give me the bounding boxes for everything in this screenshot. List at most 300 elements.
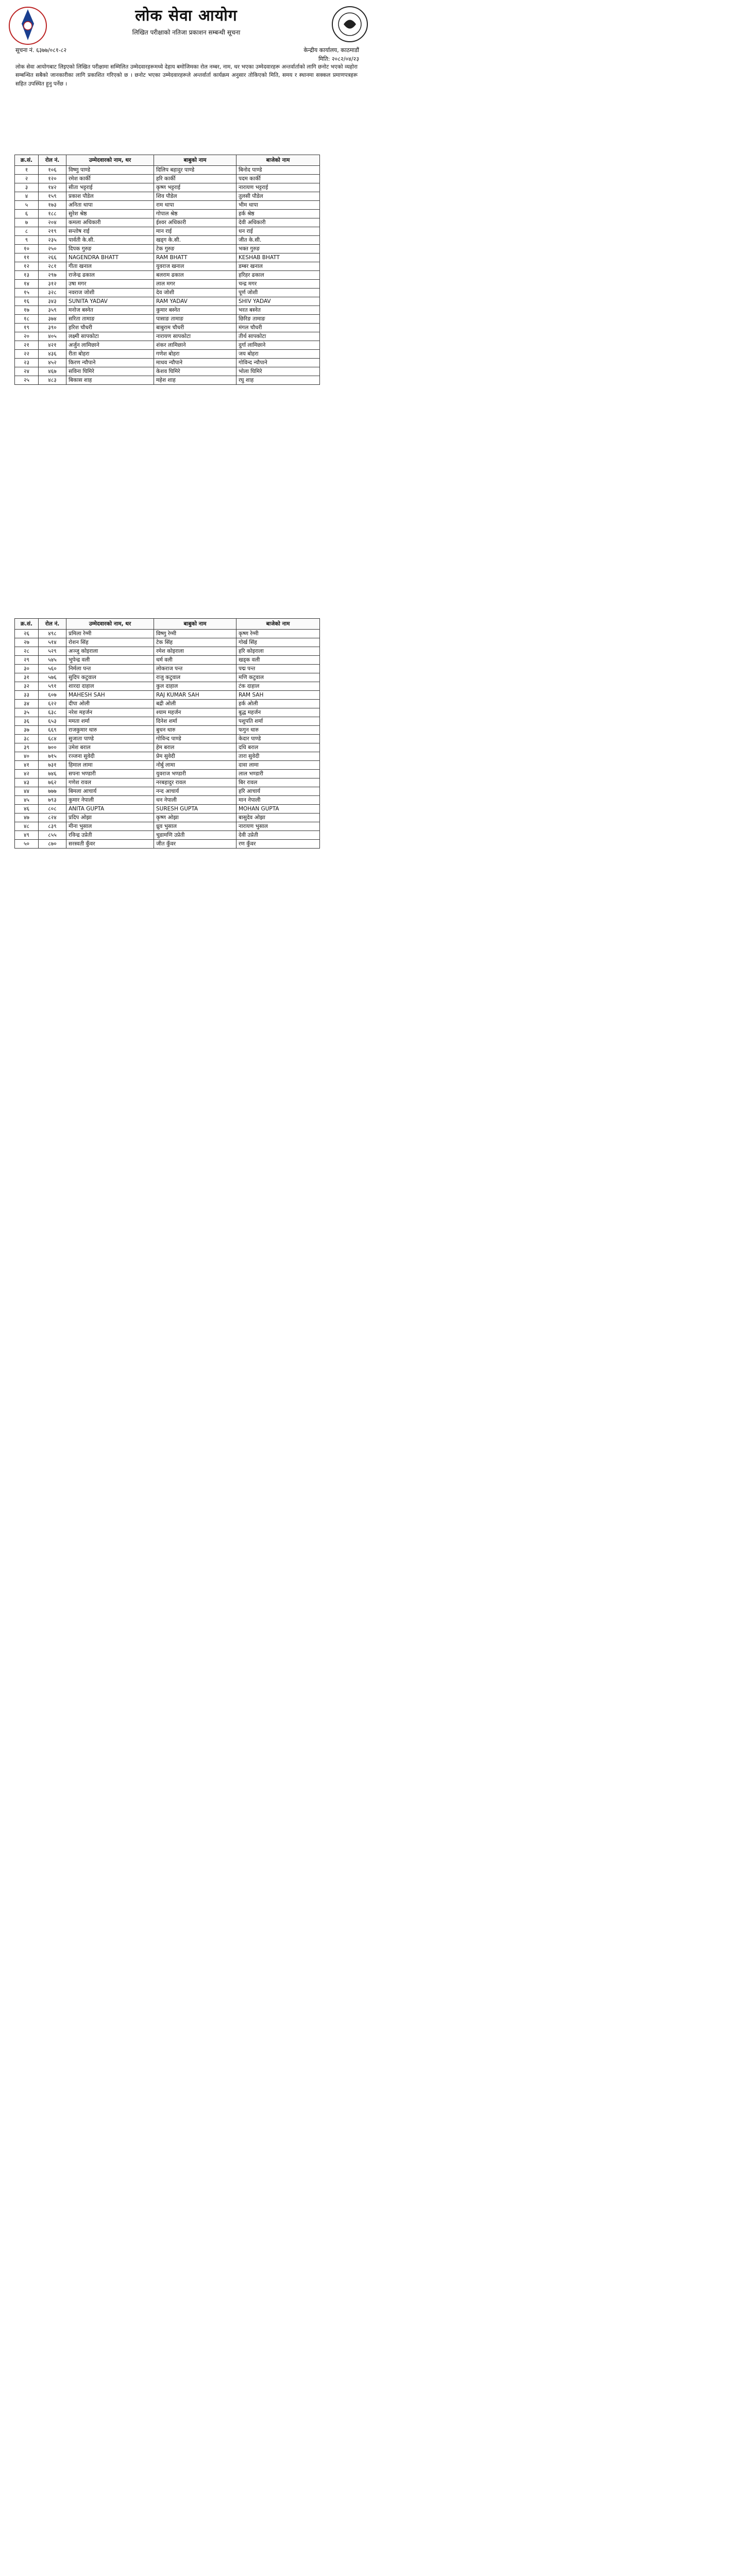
- name-cell: अनिता थापा: [66, 201, 154, 210]
- father-name-cell: कृष्ण भट्टराई: [154, 183, 236, 192]
- name-cell: NAGENDRA BHATT: [66, 253, 154, 262]
- roll-cell: ६८४: [39, 735, 66, 743]
- father-name-cell: RAJ KUMAR SAH: [154, 691, 236, 700]
- name-cell: प्रमिला रेग्मी: [66, 630, 154, 638]
- name-cell: प्रकाश पौडेल: [66, 192, 154, 201]
- grandfather-name-cell: टंक दाहाल: [236, 682, 320, 691]
- roll-cell: ५२९: [39, 647, 66, 656]
- grandfather-name-cell: हरि कोइराला: [236, 647, 320, 656]
- grandfather-name-cell: नारायण भट्टराई: [236, 183, 320, 192]
- table-row: [15, 289, 320, 297]
- father-name-cell: श्याम महर्जन: [154, 708, 236, 717]
- roll-cell: २५०: [39, 245, 66, 253]
- serial-cell: १५: [15, 289, 39, 297]
- serial-header: क्र.सं.: [15, 155, 39, 166]
- roll-cell: ८३९: [39, 822, 66, 831]
- father-name-cell: लाल मगर: [154, 280, 236, 289]
- grandfather-name-cell: बासुदेव ओझा: [236, 814, 320, 822]
- father-name-header: बाबुको नाम: [154, 155, 236, 166]
- serial-cell: २०: [15, 332, 39, 341]
- serial-cell: ३७: [15, 726, 39, 735]
- table-row: [15, 253, 320, 262]
- table-row: [15, 192, 320, 201]
- father-name-cell: लोकराज पन्त: [154, 665, 236, 673]
- table-row: [15, 805, 320, 814]
- table-row: [15, 306, 320, 315]
- name-cell: अर्जुन लामिछाने: [66, 341, 154, 350]
- name-cell: प्रदिप ओझा: [66, 814, 154, 822]
- serial-cell: ८: [15, 227, 39, 236]
- roll-cell: २१९: [39, 227, 66, 236]
- name-cell: रीता बोहरा: [66, 350, 154, 359]
- name-cell: गणेश रावल: [66, 778, 154, 787]
- name-cell: अञ्जु कोइराला: [66, 647, 154, 656]
- name-cell: लक्ष्मी सापकोटा: [66, 332, 154, 341]
- roll-cell: १०६: [39, 166, 66, 175]
- table-row: [15, 700, 320, 708]
- grandfather-name-cell: गोविन्द न्यौपाने: [236, 359, 320, 367]
- serial-cell: ४: [15, 192, 39, 201]
- roll-cell: १७३: [39, 201, 66, 210]
- serial-cell: २४: [15, 367, 39, 376]
- father-name-cell: बाबुराम चौधरी: [154, 324, 236, 332]
- father-name-cell: बुधन थारु: [154, 726, 236, 735]
- office-location: केन्द्रीय कार्यालय, काठमाडौं: [303, 47, 359, 54]
- father-name-cell: महेश शाह: [154, 376, 236, 385]
- father-name-cell: गोपाल श्रेष्ठ: [154, 210, 236, 218]
- name-cell: सन्तोष राई: [66, 227, 154, 236]
- grandfather-name-cell: रघु शाह: [236, 376, 320, 385]
- roll-cell: ४३६: [39, 350, 66, 359]
- name-cell: हिमाल लामा: [66, 761, 154, 770]
- table-row: [15, 341, 320, 350]
- father-name-cell: कृष्ण ओझा: [154, 814, 236, 822]
- grandfather-name-cell: डम्बर खनाल: [236, 262, 320, 271]
- grandfather-name-header: बाजेको नाम: [236, 155, 320, 166]
- serial-cell: ४५: [15, 796, 39, 805]
- grandfather-name-cell: छिरिङ तामाङ: [236, 315, 320, 324]
- roll-cell: २३५: [39, 236, 66, 245]
- table-row: [15, 201, 320, 210]
- serial-cell: ४०: [15, 752, 39, 761]
- grandfather-name-cell: पशुपति शर्मा: [236, 717, 320, 726]
- roll-cell: ५६०: [39, 665, 66, 673]
- father-name-cell: जीत कुँवर: [154, 840, 236, 849]
- name-cell: रोशन सिंह: [66, 638, 154, 647]
- roll-cell: ४९८: [39, 630, 66, 638]
- roll-cell: १५९: [39, 192, 66, 201]
- table-row: [15, 656, 320, 665]
- father-name-cell: गणेश बोहरा: [154, 350, 236, 359]
- notice-number: सूचना नं. ६३७७/०८१-८२: [15, 47, 67, 54]
- roll-cell: ३७४: [39, 315, 66, 324]
- name-cell: बिमला आचार्य: [66, 787, 154, 796]
- name-cell: सुरेश श्रेष्ठ: [66, 210, 154, 218]
- roll-cell: ८७०: [39, 840, 66, 849]
- father-name-cell: प्रेम सुवेदी: [154, 752, 236, 761]
- grandfather-name-cell: MOHAN GUPTA: [236, 805, 320, 814]
- roll-cell: ३९०: [39, 324, 66, 332]
- name-cell: शारदा दाहाल: [66, 682, 154, 691]
- serial-cell: २५: [15, 376, 39, 385]
- table-row: [15, 761, 320, 770]
- result-table: [14, 155, 320, 385]
- father-name-cell: खड्ग के.सी.: [154, 236, 236, 245]
- father-name-cell: रमेश कोइराला: [154, 647, 236, 656]
- serial-cell: ३०: [15, 665, 39, 673]
- serial-cell: ३९: [15, 743, 39, 752]
- serial-cell: ११: [15, 253, 39, 262]
- roll-cell: ७७७: [39, 787, 66, 796]
- name-cell: सुदिप कटुवाल: [66, 673, 154, 682]
- roll-cell: ३२८: [39, 289, 66, 297]
- grandfather-name-cell: हर्क ओली: [236, 700, 320, 708]
- serial-cell: ३५: [15, 708, 39, 717]
- roll-cell: ७३१: [39, 761, 66, 770]
- roll-cell: ७६२: [39, 778, 66, 787]
- name-cell: सपना भण्डारी: [66, 770, 154, 778]
- grandfather-name-cell: देवी अधिकारी: [236, 218, 320, 227]
- roll-header: रोल नं.: [39, 619, 66, 630]
- roll-cell: ४८३: [39, 376, 66, 385]
- name-cell: भुपेन्द्र वली: [66, 656, 154, 665]
- father-name-cell: राजु कटुवाल: [154, 673, 236, 682]
- father-name-cell: नरबहादुर रावल: [154, 778, 236, 787]
- grandfather-name-cell: नारायण भुसाल: [236, 822, 320, 831]
- table-row: [15, 673, 320, 682]
- father-name-cell: धन नेपाली: [154, 796, 236, 805]
- roll-cell: ६६९: [39, 726, 66, 735]
- father-name-cell: केशव घिमिरे: [154, 367, 236, 376]
- table-row: [15, 822, 320, 831]
- serial-cell: २६: [15, 630, 39, 638]
- roll-header: रोल नं.: [39, 155, 66, 166]
- table-row: [15, 367, 320, 376]
- father-name-cell: नारायण सापकोटा: [154, 332, 236, 341]
- grandfather-name-cell: भीम थापा: [236, 201, 320, 210]
- grandfather-name-cell: भोला घिमिरे: [236, 367, 320, 376]
- name-cell: सरस्वती कुँवर: [66, 840, 154, 849]
- roll-cell: २०४: [39, 218, 66, 227]
- name-cell: सीता भट्टराई: [66, 183, 154, 192]
- roll-cell: १२०: [39, 175, 66, 183]
- roll-cell: ५७६: [39, 673, 66, 682]
- grandfather-name-cell: दुर्गा लामिछाने: [236, 341, 320, 350]
- father-name-cell: बलराम ढकाल: [154, 271, 236, 280]
- roll-cell: ३४३: [39, 297, 66, 306]
- grandfather-name-cell: SHIV YADAV: [236, 297, 320, 306]
- grandfather-name-cell: पदम कार्की: [236, 175, 320, 183]
- table-row: [15, 691, 320, 700]
- name-cell: किरण न्यौपाने: [66, 359, 154, 367]
- roll-cell: २६६: [39, 253, 66, 262]
- table-row: [15, 245, 320, 253]
- name-cell: मीना भुसाल: [66, 822, 154, 831]
- roll-cell: ६०७: [39, 691, 66, 700]
- grandfather-name-cell: पूर्ण जोशी: [236, 289, 320, 297]
- grandfather-name-cell: जय बोहरा: [236, 350, 320, 359]
- table-row: [15, 315, 320, 324]
- roll-cell: ७००: [39, 743, 66, 752]
- grandfather-name-cell: मणि कटुवाल: [236, 673, 320, 682]
- grandfather-name-cell: केदार पाण्डे: [236, 735, 320, 743]
- name-header: उम्मेदवारको नाम, थर: [66, 619, 154, 630]
- roll-cell: ६३८: [39, 708, 66, 717]
- roll-cell: ४२१: [39, 341, 66, 350]
- roll-cell: ७९३: [39, 796, 66, 805]
- grandfather-name-cell: बिनोद पाण्डे: [236, 166, 320, 175]
- name-cell: पार्वती के.सी.: [66, 236, 154, 245]
- father-name-cell: RAM YADAV: [154, 297, 236, 306]
- father-name-cell: टेक गुरुङ: [154, 245, 236, 253]
- table-row: [15, 682, 320, 691]
- roll-cell: ७४६: [39, 770, 66, 778]
- name-cell: रञ्जना सुवेदी: [66, 752, 154, 761]
- serial-cell: २८: [15, 647, 39, 656]
- roll-cell: ५१४: [39, 638, 66, 647]
- grandfather-name-cell: भक्त गुरुङ: [236, 245, 320, 253]
- table-row: [15, 271, 320, 280]
- grandfather-name-cell: मंगल चौधरी: [236, 324, 320, 332]
- table-row: [15, 262, 320, 271]
- father-name-cell: ध्रुव भुसाल: [154, 822, 236, 831]
- table-row: [15, 752, 320, 761]
- serial-cell: १७: [15, 306, 39, 315]
- name-cell: राजेन्द्र ढकाल: [66, 271, 154, 280]
- table-row: [15, 831, 320, 840]
- roll-cell: ६२२: [39, 700, 66, 708]
- grandfather-name-cell: देवी उप्रेती: [236, 831, 320, 840]
- grandfather-name-header: बाजेको नाम: [236, 619, 320, 630]
- serial-cell: ९: [15, 236, 39, 245]
- serial-cell: ३६: [15, 717, 39, 726]
- father-name-cell: चुडामणि उप्रेती: [154, 831, 236, 840]
- serial-cell: २: [15, 175, 39, 183]
- table-row: [15, 210, 320, 218]
- grandfather-name-cell: मान नेपाली: [236, 796, 320, 805]
- name-cell: हरिश चौधरी: [66, 324, 154, 332]
- roll-cell: ३१२: [39, 280, 66, 289]
- notice-header: [0, 0, 372, 155]
- name-cell: ममता शर्मा: [66, 717, 154, 726]
- grandfather-name-cell: फगुन थारु: [236, 726, 320, 735]
- father-name-cell: दिनेश शर्मा: [154, 717, 236, 726]
- table-row: [15, 778, 320, 787]
- father-name-cell: बद्री ओली: [154, 700, 236, 708]
- grandfather-name-cell: हर्क श्रेष्ठ: [236, 210, 320, 218]
- grandfather-name-cell: भरत बस्नेत: [236, 306, 320, 315]
- name-cell: नरेश महर्जन: [66, 708, 154, 717]
- father-name-cell: RAM BHATT: [154, 253, 236, 262]
- grandfather-name-cell: बिर रावल: [236, 778, 320, 787]
- father-name-cell: शंकर लामिछाने: [154, 341, 236, 350]
- serial-cell: १२: [15, 262, 39, 271]
- father-name-cell: हरि कार्की: [154, 175, 236, 183]
- name-cell: SUNITA YADAV: [66, 297, 154, 306]
- serial-cell: ४९: [15, 831, 39, 840]
- roll-cell: २८१: [39, 262, 66, 271]
- name-cell: गीता खनाल: [66, 262, 154, 271]
- serial-cell: २९: [15, 656, 39, 665]
- table-row: [15, 796, 320, 805]
- table-row: [15, 236, 320, 245]
- father-name-cell: नोर्बु लामा: [154, 761, 236, 770]
- name-cell: MAHESH SAH: [66, 691, 154, 700]
- serial-cell: ५०: [15, 840, 39, 849]
- name-cell: मनोज बस्नेत: [66, 306, 154, 315]
- table-row: [15, 218, 320, 227]
- table-row: [15, 297, 320, 306]
- father-name-cell: मान राई: [154, 227, 236, 236]
- serial-cell: १८: [15, 315, 39, 324]
- name-cell: दिपक गुरुङ: [66, 245, 154, 253]
- table-row: [15, 638, 320, 647]
- table-row: [15, 708, 320, 717]
- father-name-cell: SURESH GUPTA: [154, 805, 236, 814]
- grandfather-name-cell: KESHAB BHATT: [236, 253, 320, 262]
- serial-cell: १९: [15, 324, 39, 332]
- table-row: [15, 787, 320, 796]
- table-row: [15, 227, 320, 236]
- table-row: [15, 726, 320, 735]
- table-row: [15, 717, 320, 726]
- serial-cell: ३४: [15, 700, 39, 708]
- roll-cell: ८५५: [39, 831, 66, 840]
- notice-date: मिति: २०८२/०४/२३: [318, 56, 359, 62]
- table-row: [15, 814, 320, 822]
- table-row: [15, 324, 320, 332]
- grandfather-name-cell: बुद्ध महर्जन: [236, 708, 320, 717]
- name-cell: सविना घिमिरे: [66, 367, 154, 376]
- grandfather-name-cell: RAM SAH: [236, 691, 320, 700]
- table-header-row: [15, 155, 320, 166]
- name-cell: रमेश कार्की: [66, 175, 154, 183]
- roll-cell: १८८: [39, 210, 66, 218]
- grandfather-name-cell: हरिहर ढकाल: [236, 271, 320, 280]
- roll-cell: ५९१: [39, 682, 66, 691]
- notice-subtitle: लिखित परीक्षाको नतिजा प्रकाशन सम्बन्धी सूचना: [132, 29, 241, 36]
- serial-cell: ३३: [15, 691, 39, 700]
- father-name-cell: पासाङ तामाङ: [154, 315, 236, 324]
- table-row: [15, 647, 320, 656]
- roll-cell: ४६७: [39, 367, 66, 376]
- table-row: [15, 280, 320, 289]
- roll-cell: ३५९: [39, 306, 66, 315]
- table-row: [15, 665, 320, 673]
- roll-cell: ५४५: [39, 656, 66, 665]
- father-name-cell: कुमार बस्नेत: [154, 306, 236, 315]
- serial-cell: ४४: [15, 787, 39, 796]
- name-header: उम्मेदवारको नाम, थर: [66, 155, 154, 166]
- name-cell: विष्णु पाण्डे: [66, 166, 154, 175]
- name-cell: उमेश बराल: [66, 743, 154, 752]
- grandfather-name-cell: कृष्ण रेग्मी: [236, 630, 320, 638]
- serial-cell: ६: [15, 210, 39, 218]
- father-name-cell: युवराज भण्डारी: [154, 770, 236, 778]
- serial-cell: ७: [15, 218, 39, 227]
- grandfather-name-cell: जीत के.सी.: [236, 236, 320, 245]
- name-cell: कमला अधिकारी: [66, 218, 154, 227]
- table-row: [15, 840, 320, 849]
- table-header-row: [15, 619, 320, 630]
- serial-header: क्र.सं.: [15, 619, 39, 630]
- name-cell: रविन्द्र उप्रेती: [66, 831, 154, 840]
- serial-cell: १: [15, 166, 39, 175]
- name-cell: दीपा ओली: [66, 700, 154, 708]
- father-name-cell: दिलिप बहादुर पाण्डे: [154, 166, 236, 175]
- father-name-header: बाबुको नाम: [154, 619, 236, 630]
- name-cell: ANITA GUPTA: [66, 805, 154, 814]
- father-name-cell: गोविन्द पाण्डे: [154, 735, 236, 743]
- grandfather-name-cell: पद्म पन्त: [236, 665, 320, 673]
- roll-cell: ६५३: [39, 717, 66, 726]
- grandfather-name-cell: हरि आचार्य: [236, 787, 320, 796]
- father-name-cell: हेम बराल: [154, 743, 236, 752]
- table-row: [15, 376, 320, 385]
- table-row: [15, 350, 320, 359]
- serial-cell: ४१: [15, 761, 39, 770]
- father-name-cell: शिव पौडेल: [154, 192, 236, 201]
- table-row: [15, 735, 320, 743]
- serial-cell: १४: [15, 280, 39, 289]
- father-name-cell: माधव न्यौपाने: [154, 359, 236, 367]
- notice-body: लोक सेवा आयोगबाट लिइएको लिखित परीक्षामा सम्मिलित उम्मेदवारहरूमध्ये देहाय बमोजिमका रोल नम्बर, नाम, थर भएका उम्मेदवारहरू अन्तर्वार्ताको लागि छनोट भएको व्यहोरा सम्बन्धित सबैको जानकारीका लागि प्रकाशित गरिएको छ । छनोट भएका उम्मेदवारहरूले अन्तर्वार्ता कार्यक्रम अनुसार तोकिएको मिति, समय र स्थानमा सक्कल प्रमाणपत्रहरू सहित उपस्थित हुनु पर्नेछ ।: [15, 64, 358, 87]
- name-cell: नवराज जोशी: [66, 289, 154, 297]
- table-row: [15, 166, 320, 175]
- grandfather-name-cell: धन राई: [236, 227, 320, 236]
- father-name-cell: धर्म वली: [154, 656, 236, 665]
- roll-cell: ७१५: [39, 752, 66, 761]
- table-row: [15, 175, 320, 183]
- psc-logo-icon: [330, 4, 370, 44]
- name-cell: सरिता तामाङ: [66, 315, 154, 324]
- serial-cell: ४२: [15, 770, 39, 778]
- table-row: [15, 183, 320, 192]
- serial-cell: ३१: [15, 673, 39, 682]
- name-cell: कुमार नेपाली: [66, 796, 154, 805]
- roll-cell: ८०८: [39, 805, 66, 814]
- serial-cell: २७: [15, 638, 39, 647]
- serial-cell: ३२: [15, 682, 39, 691]
- serial-cell: ५: [15, 201, 39, 210]
- roll-cell: १४२: [39, 183, 66, 192]
- roll-cell: ४५२: [39, 359, 66, 367]
- father-name-cell: विष्णु रेग्मी: [154, 630, 236, 638]
- result-table: [14, 618, 320, 849]
- father-name-cell: राम थापा: [154, 201, 236, 210]
- grandfather-name-cell: दावा लामा: [236, 761, 320, 770]
- serial-cell: २३: [15, 359, 39, 367]
- grandfather-name-cell: गोर्ख सिंह: [236, 638, 320, 647]
- grandfather-name-cell: दधि बराल: [236, 743, 320, 752]
- grandfather-name-cell: तुलसी पौडेल: [236, 192, 320, 201]
- name-cell: निर्मला पन्त: [66, 665, 154, 673]
- commission-title: लोक सेवा आयोग: [135, 7, 238, 25]
- father-name-cell: ईश्वर अधिकारी: [154, 218, 236, 227]
- serial-cell: १६: [15, 297, 39, 306]
- table-row: [15, 332, 320, 341]
- father-name-cell: नन्द आचार्य: [154, 787, 236, 796]
- name-cell: उषा मगर: [66, 280, 154, 289]
- table-row: [15, 359, 320, 367]
- serial-cell: १३: [15, 271, 39, 280]
- grandfather-name-cell: खड्क वली: [236, 656, 320, 665]
- serial-cell: ४३: [15, 778, 39, 787]
- grandfather-name-cell: तीर्थ सापकोटा: [236, 332, 320, 341]
- serial-cell: २१: [15, 341, 39, 350]
- serial-cell: ३८: [15, 735, 39, 743]
- name-cell: सुजाता पाण्डे: [66, 735, 154, 743]
